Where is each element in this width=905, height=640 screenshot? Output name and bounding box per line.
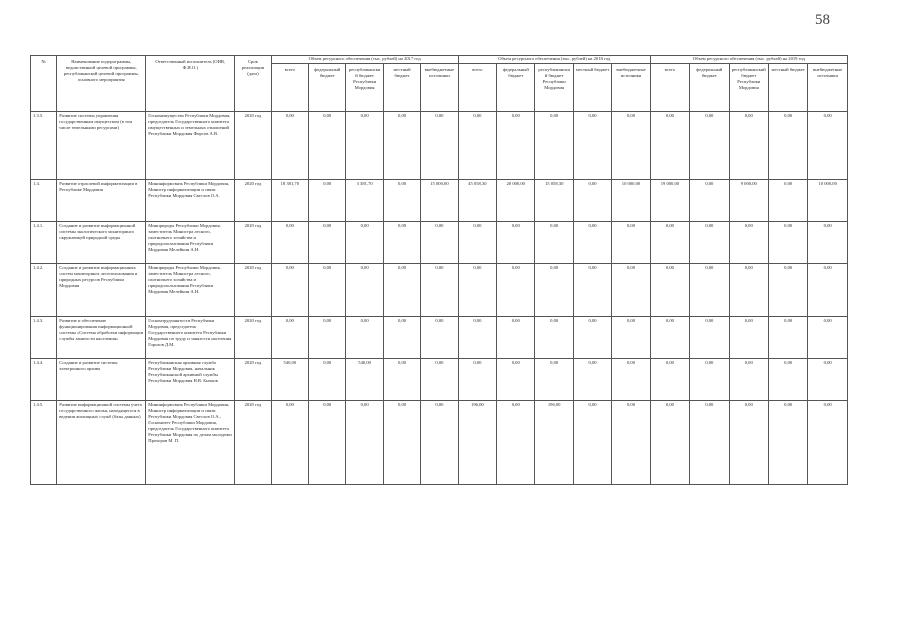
header-group-2018: Объем ресурсного обеспечения (тыс. рублей) на 2018 год [458,56,650,64]
header-subcol-2019-2: республиканский бюджет Республики Мордовия [729,64,768,112]
row-term: 2020 год [235,112,271,180]
row-value-2017-1: 0,00 [309,317,346,359]
header-subcol-2019-4: внебюджетные источники [808,64,848,112]
row-value-2018-1: 0,00 [497,359,535,401]
table-row [31,317,848,359]
row-value-2019-3: 0,00 [768,359,807,401]
row-value-2018-0: 0,00 [458,359,496,401]
row-value-2018-2: 196,00 [535,401,573,485]
row-value-2018-2: 15 058,30 [535,180,573,222]
row-value-2017-4: 0,00 [421,359,458,401]
row-value-2017-2: 0,00 [346,317,383,359]
row-value-2019-4: 0,00 [808,317,848,359]
row-value-2019-3: 0,00 [768,112,807,180]
row-value-2017-0: 0,00 [271,401,308,485]
row-value-2017-0: 0,00 [271,112,308,180]
row-value-2018-2: 0,00 [535,264,573,317]
row-value-2018-3: 0,00 [573,112,611,180]
table-row [31,359,848,401]
row-value-2019-0: 0,00 [650,317,689,359]
row-value-2018-2: 0,00 [535,222,573,264]
row-value-2018-3: 0,00 [573,180,611,222]
row-value-2019-1: 0,00 [690,359,729,401]
row-value-2018-4: 0,00 [612,401,650,485]
header-responsible: Ответственный исполнитель (ОИВ, Ф.И.О.) [146,56,235,112]
row-value-2018-1: 0,00 [497,264,535,317]
row-responsible: Госкомимущество Республики Мордовия, председатель Государственного комитета имущественных и земельных отношений Республики Мордовия Фирсов А.В. [146,112,235,180]
row-value-2018-3: 0,00 [573,359,611,401]
budget-table [30,55,848,485]
row-value-2017-0: 18 381,70 [271,180,308,222]
row-value-2019-2: 9 000,00 [729,180,768,222]
row-responsible: Мининформсвязь Республики Мордовия, Министр информатизации и связи Республики Мордовия Свеслов О.А., Госкомитет Республики Мордовия, председатель Государственного комитета Республики Мордовия по делам молодежи Прохоров М. П. [146,401,235,485]
row-value-2017-3: 0,00 [383,401,420,485]
row-value-2017-3: 0,00 [383,264,420,317]
row-value-2018-4: 0,00 [612,264,650,317]
row-value-2019-4: 0,00 [808,264,848,317]
row-value-2018-4: 0,00 [612,317,650,359]
row-value-2017-3: 0,00 [383,359,420,401]
table-row [31,401,848,485]
row-value-2019-1: 0,00 [690,401,729,485]
header-num: № [31,56,57,112]
row-value-2017-1: 0,00 [309,112,346,180]
header-subcol-2019-0: всего [650,64,689,112]
row-responsible: Республиканская архивная служба Республики Мордовия, начальник Республиканской архивной службы Республики Мордовия Н.В. Бычков [146,359,235,401]
row-value-2017-1: 0,00 [309,222,346,264]
row-value-2017-1: 0,00 [309,180,346,222]
row-value-2017-1: 0,00 [309,264,346,317]
row-value-2019-0: 0,00 [650,264,689,317]
row-term: 2020 год [235,264,271,317]
row-value-2017-0: 540,00 [271,359,308,401]
table-row [31,112,848,180]
row-value-2019-4: 10 000,00 [808,180,848,222]
row-value-2018-4: 10 000,00 [612,180,650,222]
row-value-2017-2: 540,00 [346,359,383,401]
row-value-2019-2: 0,00 [729,401,768,485]
row-value-2018-4: 0,00 [612,112,650,180]
row-value-2019-3: 0,00 [768,317,807,359]
row-responsible: Госкомтрудзанятости Республики Мордовия, председатель Государственного комитета Республики Мордовия по труду и занятости населения Горохов Д.М. [146,317,235,359]
row-value-2019-1: 0,00 [690,180,729,222]
row-number: 1.3.5. [31,112,57,180]
row-value-2017-2: 0,00 [346,112,383,180]
row-value-2017-3: 0,00 [383,317,420,359]
header-subcol-2019-1: федеральный бюджет [690,64,729,112]
row-value-2019-3: 0,00 [768,222,807,264]
row-responsible: Минприроды Республики Мордовия, заместитель Министра лесного, охотничьего хозяйства и природопользования Республики Мордовия Мелейкин А.Н. [146,222,235,264]
row-number: 1.4. [31,180,57,222]
header-subcol-2018-0: всего [458,64,496,112]
row-value-2018-0: 0,00 [458,112,496,180]
table-row [31,180,848,222]
row-value-2018-1: 20 000,00 [497,180,535,222]
row-name: Создание и развитие информационной системы экологического мониторинга окружающей природной среды [57,222,146,264]
row-value-2019-2: 0,00 [729,359,768,401]
row-value-2017-2: 0,00 [346,264,383,317]
row-name: Развитие информационной системы учета государственного жилья, находящегося в ведении жилищных служб (базы данных) [57,401,146,485]
row-value-2018-3: 0,00 [573,222,611,264]
row-name: Развитие системы управления государственным имуществом (в том числе земельными ресурсами) [57,112,146,180]
row-value-2019-1: 0,00 [690,112,729,180]
row-value-2018-0: 196,00 [458,401,496,485]
row-value-2018-3: 0,00 [573,401,611,485]
row-value-2018-1: 0,00 [497,401,535,485]
header-subcol-2018-3: местный бюджет [573,64,611,112]
row-term: 2020 год [235,222,271,264]
row-number: 1.4.5. [31,401,57,485]
header-subcol-2018-4: внебюджетные источники [612,64,650,112]
row-value-2019-0: 0,00 [650,401,689,485]
header-term: Срок реализации (дата) [235,56,271,112]
row-number: 1.4.2. [31,264,57,317]
row-value-2019-0: 0,00 [650,359,689,401]
row-value-2017-2: 0,00 [346,222,383,264]
row-value-2019-3: 0,00 [768,180,807,222]
page-number: 58 [815,12,830,28]
row-value-2018-0: 45 058,30 [458,180,496,222]
row-value-2019-4: 0,00 [808,222,848,264]
row-value-2017-4: 0,00 [421,222,458,264]
row-value-2018-1: 0,00 [497,222,535,264]
row-value-2018-4: 0,00 [612,359,650,401]
row-value-2018-2: 0,00 [535,317,573,359]
row-name: Развитие отраслевой информатизации в Республике Мордовия [57,180,146,222]
row-value-2019-2: 0,00 [729,317,768,359]
row-value-2017-2: 0,00 [346,401,383,485]
row-responsible: Мининформсвязь Республики Мордовия, Министр информатизации и связи Республики Мордовия Свеслов О.А. [146,180,235,222]
row-value-2018-4: 0,00 [612,222,650,264]
row-value-2017-3: 0,00 [383,112,420,180]
row-value-2019-4: 0,00 [808,401,848,485]
row-value-2017-0: 0,00 [271,317,308,359]
header-subcol-2017-1: федеральный бюджет [309,64,346,112]
row-term: 2020 год [235,180,271,222]
table-row [31,222,848,264]
row-value-2017-4: 15 000,00 [421,180,458,222]
header-subcol-2017-2: республиканский бюджет Республики Мордовия [346,64,383,112]
row-value-2017-3: 0,00 [383,180,420,222]
row-value-2019-1: 0,00 [690,264,729,317]
row-number: 1.4.1. [31,222,57,264]
row-value-2017-1: 0,00 [309,359,346,401]
row-value-2017-2: 3 381,70 [346,180,383,222]
header-subcol-2017-0: всего [271,64,308,112]
row-value-2019-0: 19 000,00 [650,180,689,222]
row-value-2017-0: 0,00 [271,264,308,317]
row-value-2019-1: 0,00 [690,317,729,359]
row-number: 1.4.4. [31,359,57,401]
row-name: Создание и развитие системы электронного архива [57,359,146,401]
row-term: 2020 год [235,401,271,485]
header-group-2019: Объем ресурсного обеспечения (тыс. рублей) на 2019 год [650,56,847,64]
row-value-2018-3: 0,00 [573,317,611,359]
row-value-2019-2: 0,00 [729,222,768,264]
row-responsible: Минприроды Республики Мордовия, заместитель Министра лесного, охотничьего хозяйства и природопользования Республики Мордовия Мелейкин А.Н. [146,264,235,317]
header-group-row [31,56,848,64]
row-value-2017-1: 0,00 [309,401,346,485]
row-name: Развитие и обеспечение функционирования информационной системы «Система обработки информации службы занятости населения» [57,317,146,359]
row-value-2018-0: 0,00 [458,264,496,317]
row-value-2019-4: 0,00 [808,359,848,401]
row-value-2019-3: 0,00 [768,264,807,317]
row-value-2018-1: 0,00 [497,317,535,359]
row-value-2017-4: 0,00 [421,401,458,485]
header-subcol-2019-3: местный бюджет [768,64,807,112]
row-value-2017-4: 0,00 [421,264,458,317]
row-value-2017-4: 0,00 [421,317,458,359]
row-term: 2020 год [235,359,271,401]
row-name: Создание и развитие информационных систем мониторинга лесопользования и природных ресурсов Республики Мордовия [57,264,146,317]
row-value-2019-2: 0,00 [729,112,768,180]
row-term: 2020 год [235,317,271,359]
row-number: 1.4.3. [31,317,57,359]
header-subcol-2018-2: республиканский бюджет Республики Мордовия [535,64,573,112]
row-value-2019-1: 0,00 [690,222,729,264]
row-value-2018-2: 0,00 [535,359,573,401]
header-group-2017: Объем ресурсного обеспечения (тыс. рублей) на 2017 год [271,56,458,64]
row-value-2019-2: 0,00 [729,264,768,317]
row-value-2018-3: 0,00 [573,264,611,317]
row-value-2017-3: 0,00 [383,222,420,264]
row-value-2018-0: 0,00 [458,222,496,264]
header-subcol-2017-4: внебюджетные источники [421,64,458,112]
row-value-2018-1: 0,00 [497,112,535,180]
row-value-2019-0: 0,00 [650,222,689,264]
row-value-2018-0: 0,00 [458,317,496,359]
row-value-2019-0: 0,00 [650,112,689,180]
row-value-2017-4: 0,00 [421,112,458,180]
row-value-2019-3: 0,00 [768,401,807,485]
header-subcol-2017-3: местный бюджет [383,64,420,112]
header-name: Наименование подпрограммы, ведомственной целевой программы, республиканской целевой программы, основного мероприятия [57,56,146,112]
row-value-2017-0: 0,00 [271,222,308,264]
header-subcol-2018-1: федеральный бюджет [497,64,535,112]
row-value-2018-2: 0,00 [535,112,573,180]
table-row [31,264,848,317]
row-value-2019-4: 0,00 [808,112,848,180]
